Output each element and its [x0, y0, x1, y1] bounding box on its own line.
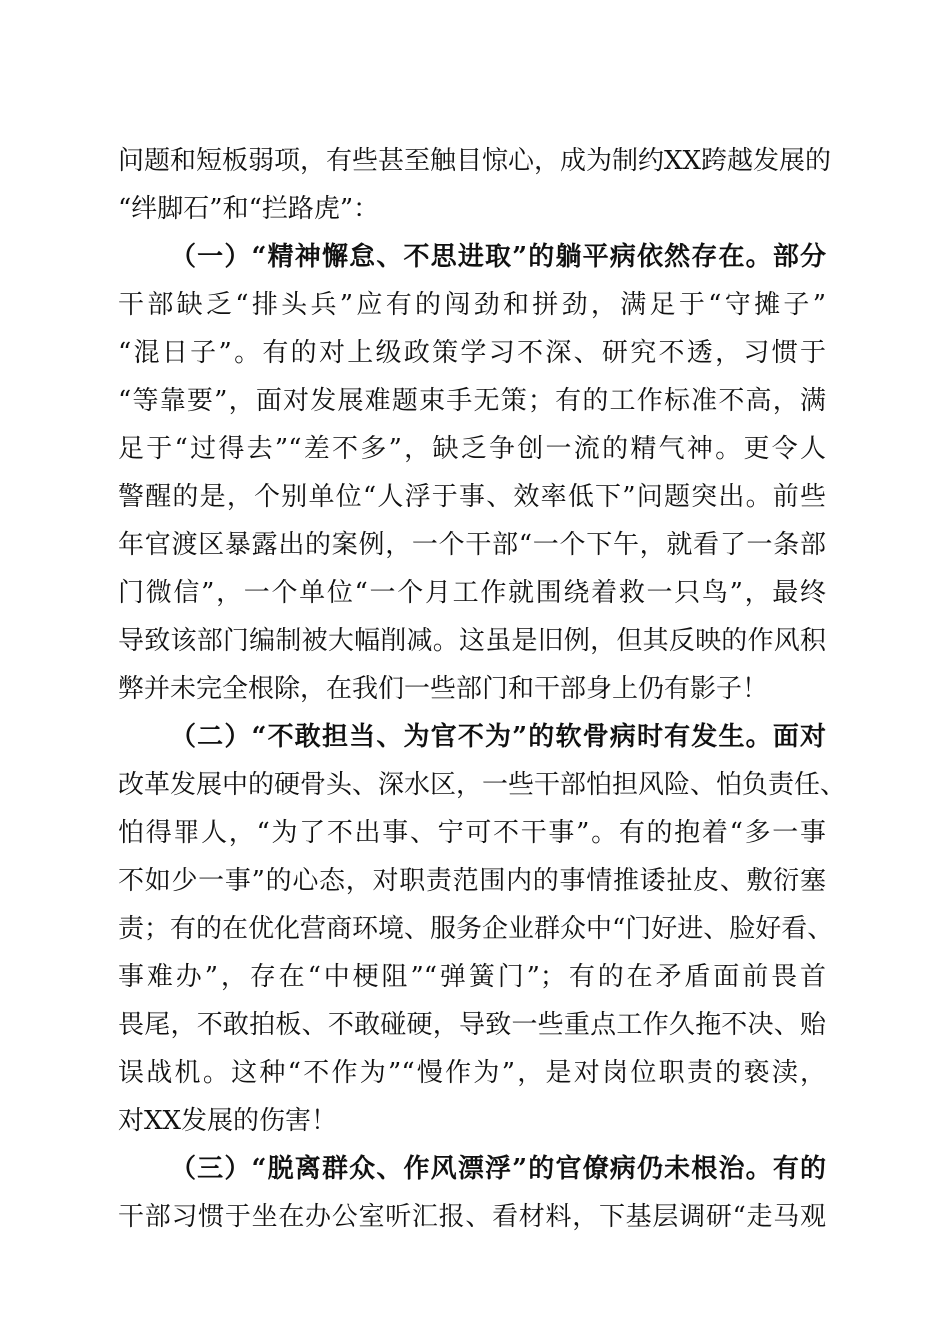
section-heading-2: （二）“不敢担当、为官不为”的软骨病时有发生。面对: [170, 722, 826, 752]
text-line: 干部习惯于坐在办公室听汇报、看材料，下基层调研“走马观: [118, 1202, 826, 1232]
text-line: 年官渡区暴露出的案例，一个干部“一个下午，就看了一条部: [118, 530, 826, 560]
text-line: 对XX发展的伤害！: [118, 1106, 338, 1136]
text-line: 门微信”，一个单位“一个月工作就围绕着救一只鸟”，最终: [118, 578, 826, 608]
text-line: 怕得罪人，“为了不出事、宁可不干事”。有的抱着“多一事: [118, 818, 826, 848]
text-line: “绊脚石”和“拦路虎”：: [118, 194, 380, 224]
text-line: 误战机。这种“不作为”“慢作为”，是对岗位职责的亵渎，: [118, 1058, 826, 1088]
text-line: 事难办”，存在“中梗阻”“弹簧门”；有的在矛盾面前畏首: [118, 962, 826, 992]
text-line: 不如少一事”的心态，对职责范围内的事情推诿扯皮、敷衍塞: [118, 866, 826, 896]
text-line: 导致该部门编制被大幅削减。这虽是旧例，但其反映的作风积: [118, 626, 826, 656]
text-line: 警醒的是，个别单位“人浮于事、效率低下”问题突出。前些: [118, 482, 826, 512]
section-heading-1: （一）“精神懈怠、不思进取”的躺平病依然存在。部分: [170, 242, 826, 272]
text-line: “混日子”。有的对上级政策学习不深、研究不透，习惯于: [118, 338, 826, 368]
text-line: 问题和短板弱项，有些甚至触目惊心，成为制约XX跨越发展的: [118, 146, 832, 176]
text-line: 改革发展中的硬骨头、深水区，一些干部怕担风险、怕负责任、: [118, 770, 847, 800]
text-line: “等靠要”，面对发展难题束手无策；有的工作标准不高，满: [118, 386, 826, 416]
section-heading-3: （三）“脱离群众、作风漂浮”的官僚病仍未根治。有的: [170, 1154, 826, 1184]
text-line: 干部缺乏“排头兵”应有的闯劲和拼劲，满足于“守摊子”: [118, 290, 826, 320]
text-line: 弊并未完全根除，在我们一些部门和干部身上仍有影子！: [118, 674, 769, 704]
text-line: 责；有的在优化营商环境、服务企业群众中“门好进、脸好看、: [118, 914, 834, 944]
text-line: 畏尾，不敢拍板、不敢碰硬，导致一些重点工作久拖不决、贻: [118, 1010, 826, 1040]
text-line: 足于“过得去”“差不多”，缺乏争创一流的精气神。更令人: [118, 434, 826, 464]
